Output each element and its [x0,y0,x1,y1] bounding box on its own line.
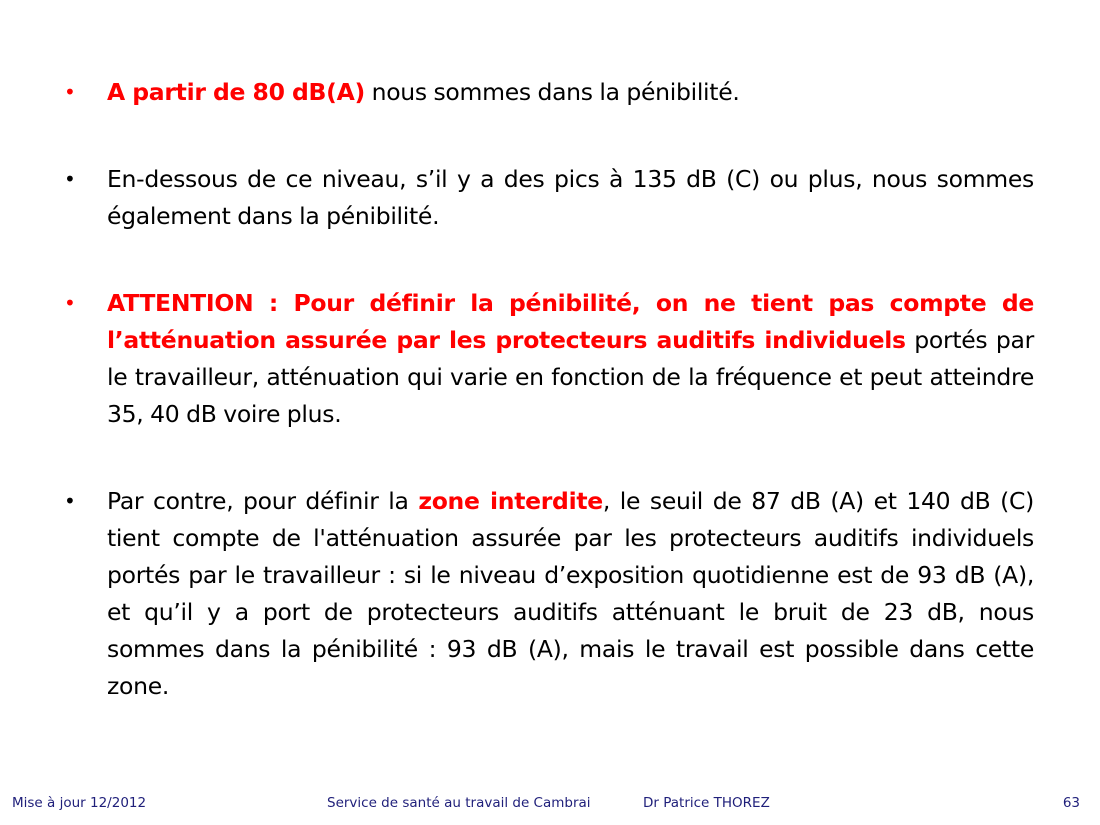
bullet-text: , le seuil de 87 dB (A) et 140 dB (C) tient compte de l'atténuation assurée par les protecteurs auditifs individuels portés par le travailleur : si le niveau d’exposition quotidienne est de 93 dB (A), et qu’il y a port de protecteurs auditifs atténuant le bruit de 23 dB, nous sommes dans la pénibilité : 93 dB (A), mais le travail est possible dans cette zone. [107,487,1034,700]
bullet-dot: • [64,291,76,315]
footer-service: Service de santé au travail de Cambrai [327,795,591,811]
slide-footer [0,795,1100,815]
bullet-emphasis: zone interdite [418,487,603,515]
bullet-list [60,74,1034,705]
footer-date: Mise à jour 12/2012 [12,795,147,811]
bullet-text: nous sommes dans la pénibilité. [364,78,740,106]
page-number: 63 [1062,795,1080,811]
bullet-emphasis: ATTENTION : Pour définir la pénibilité, on ne tient pas compte de l’atténuation assurée par les protecteurs auditifs individuels [107,289,1034,354]
bullet-text: Par contre, pour définir la [107,487,419,515]
bullet-item-peaks [60,161,1034,235]
bullet-item-80db [60,74,1034,111]
bullet-text: En-dessous de ce niveau, s’il y a des pics à 135 dB (C) ou plus, nous sommes également dans la pénibilité. [107,165,1034,230]
bullet-dot: • [64,489,76,513]
footer-author: Dr Patrice THOREZ [643,795,770,811]
bullet-text: portés par le travailleur, atténuation qui varie en fonction de la fréquence et peut atteindre 35, 40 dB voire plus. [107,326,1034,428]
bullet-item-zone-interdite [60,483,1034,705]
bullet-emphasis: A partir de 80 dB(A) [107,78,365,106]
bullet-dot: • [64,167,76,191]
bullet-dot: • [64,80,76,104]
bullet-item-attention [60,285,1034,433]
